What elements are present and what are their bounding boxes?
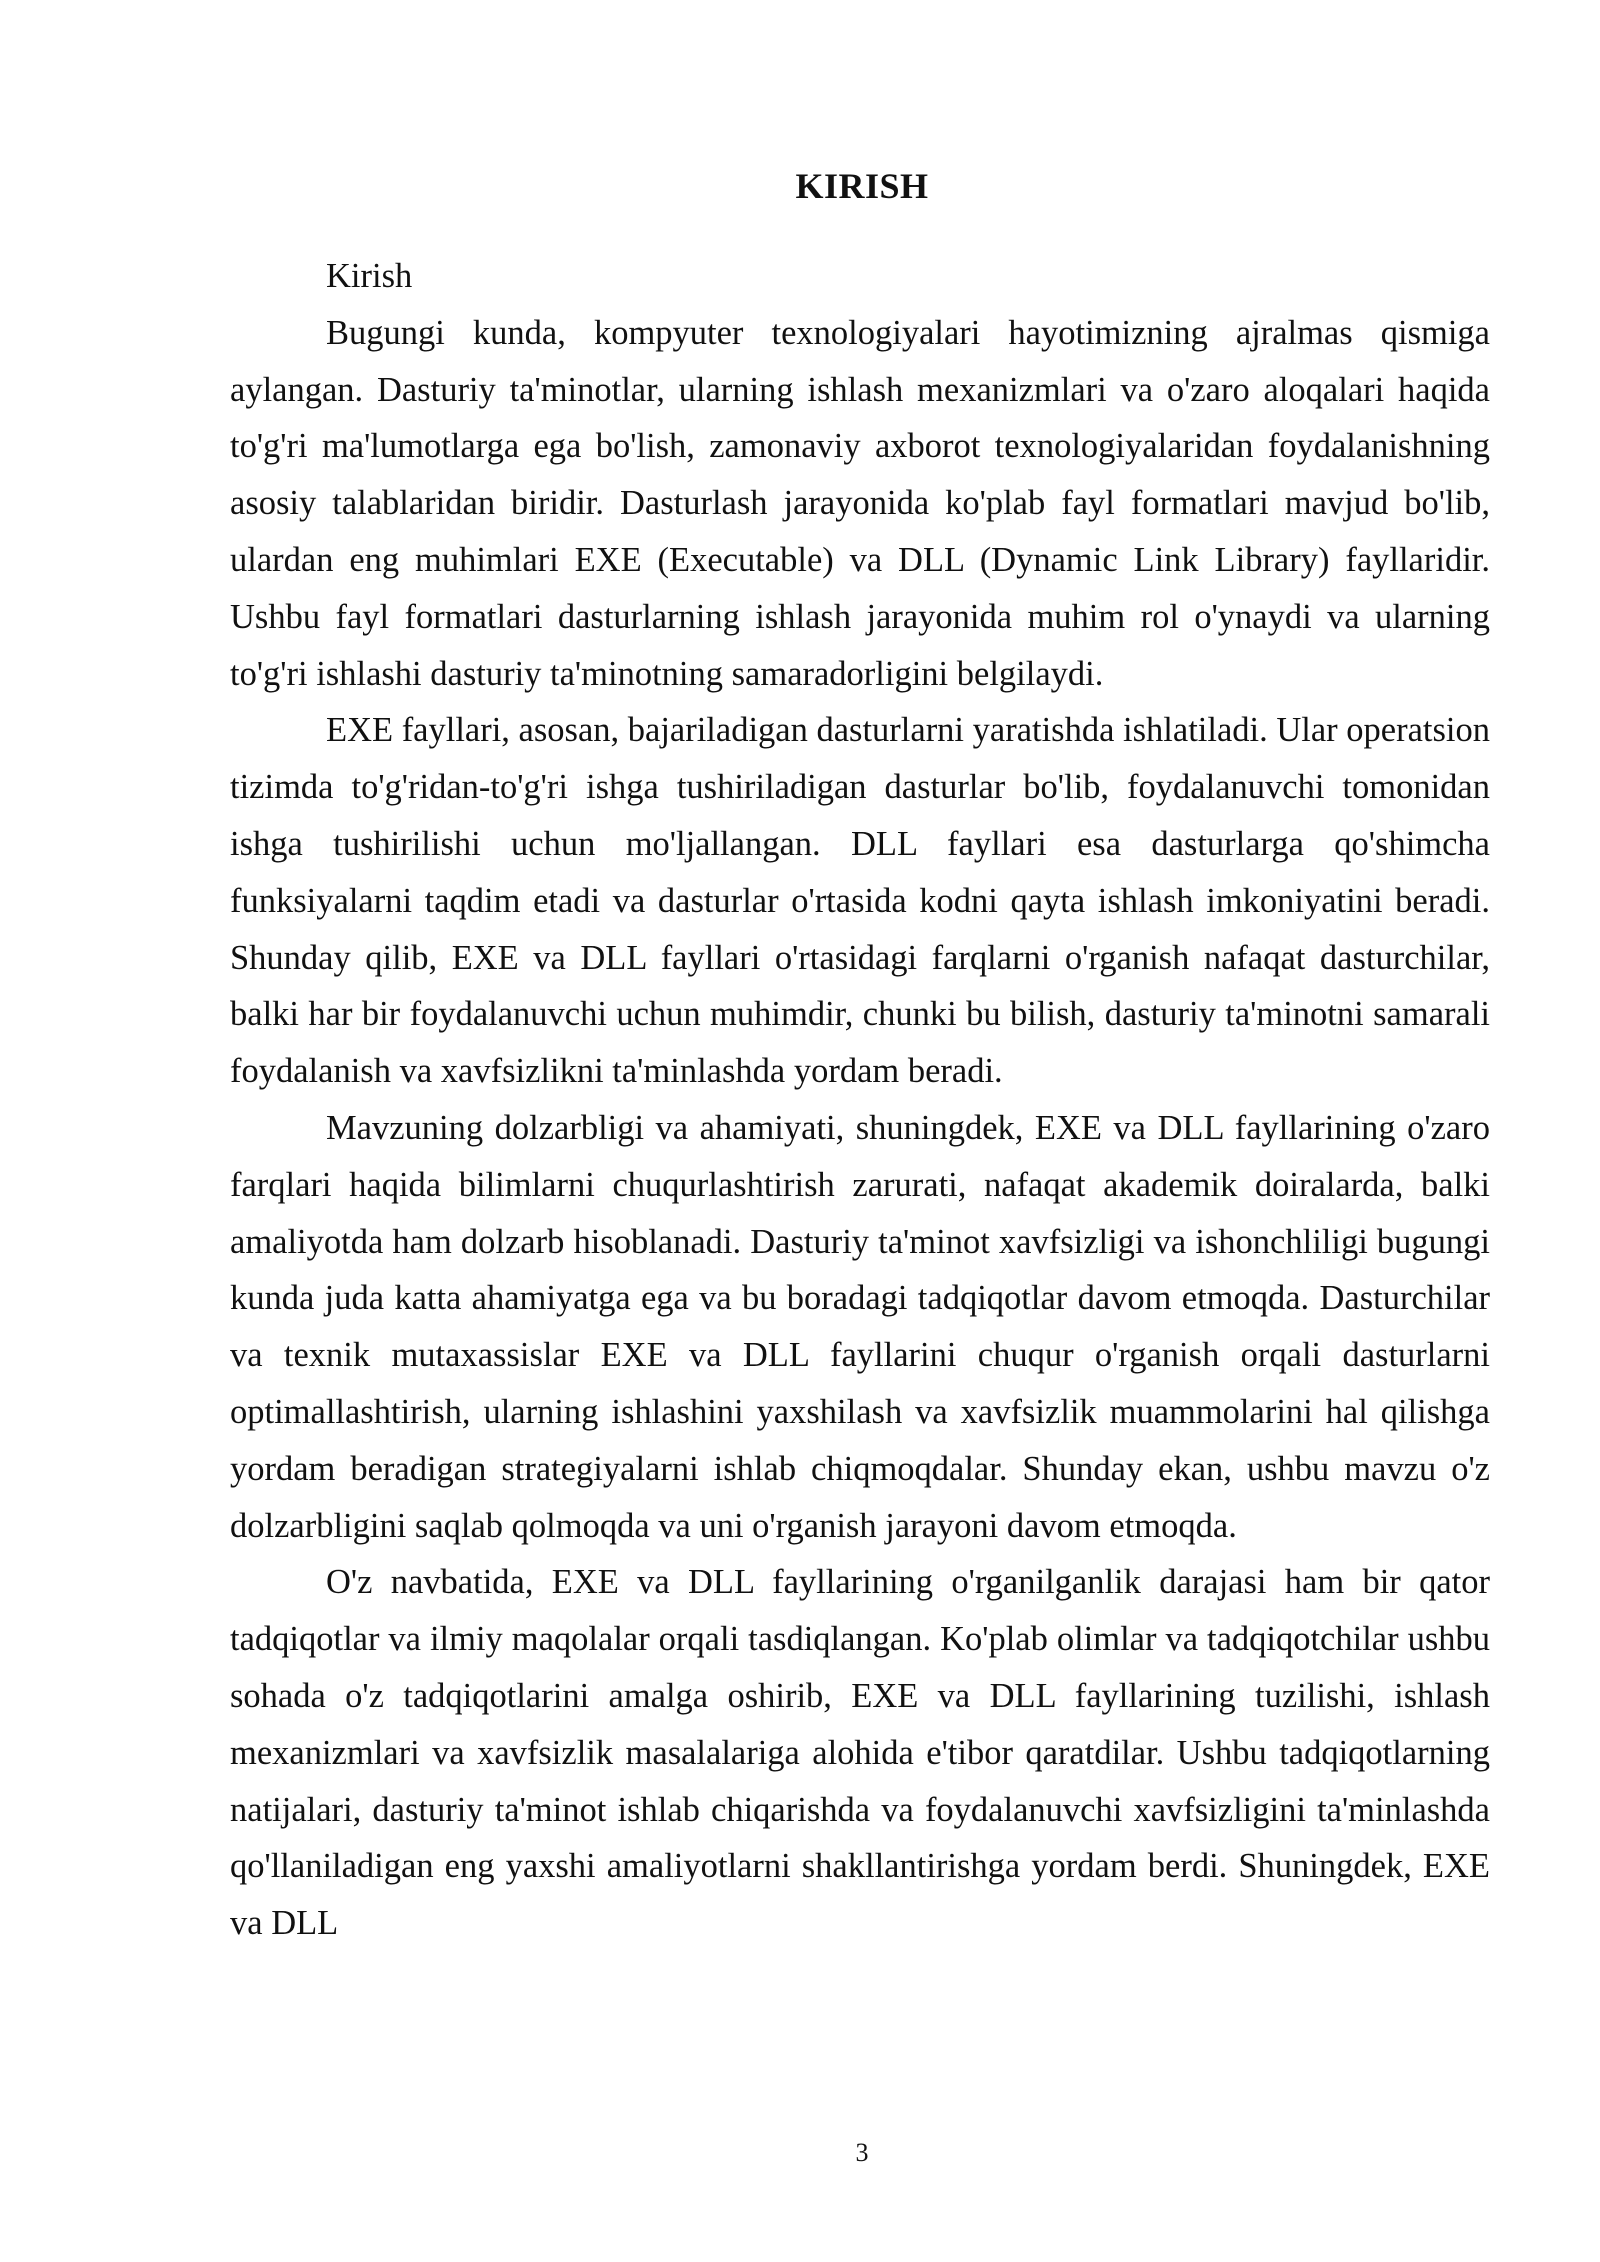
page-number: 3 <box>855 2138 869 2167</box>
paragraph: Mavzuning dolzarbligi va ahamiyati, shuningdek, EXE va DLL fayllarining o'zaro farqlari haqida bilimlarni chuqurlashtirish zarurati, nafaqat akademik doiralarda, balki amaliyotda ham dolzarb hisoblanadi. Dasturiy ta'minot xavfsizligi va ishonchliligi bugungi kunda juda katta ahamiyatga ega va bu boradagi tadqiqotlar davom etmoqda. Dasturchilar va texnik mutaxassislar EXE va DLL fayllarini chuqur o'rganish orqali dasturlarni optimallashtirish, ularning ishlashini yaxshilash va xavfsizlik muammolarini hal qilishga yordam beradigan strategiyalarni ishlab chiqmoqdalar. Shunday ekan, ushbu mavzu o'z dolzarbligini saqlab qolmoqda va uni o'rganish jarayoni davom etmoqda. <box>230 1108 1490 1545</box>
paragraph: Bugungi kunda, kompyuter texnologiyalari hayotimizning ajralmas qismiga aylangan. Dasturiy ta'minotlar, ularning ishlash mexanizmlari va o'zaro aloqalari haqida to'g'ri ma'lumotlarga ega bo'lish, zamonaviy axborot texnologiyalaridan foydalanishning asosiy talablaridan biridir. Dasturlash jarayonida ko'plab fayl formatlari mavjud bo'lib, ulardan eng muhimlari EXE (Executable) va DLL (Dynamic Link Library) fayllaridir. Ushbu fayl formatlari dasturlarning ishlash jarayonida muhim rol o'ynaydi va ularning to'g'ri ishlashi dasturiy ta'minotning samaradorligini belgilaydi. <box>230 313 1490 693</box>
paragraph: O'z navbatida, EXE va DLL fayllarining o'rganilganlik darajasi ham bir qator tadqiqotlar va ilmiy maqolalar orqali tasdiqlangan. Ko'plab olimlar va tadqiqotchilar ushbu sohada o'z tadqiqotlarini amalga oshirib, EXE va DLL fayllarining tuzilishi, ishlash mexanizmlari va xavfsizlik masalalariga alohida e'tibor qaratdilar. Ushbu tadqiqotlarning natijalari, dasturiy ta'minot ishlab chiqarishda va foydalanuvchi xavfsizligini ta'minlashda qo'llaniladigan eng yaxshi amaliyotlarni shakllantirishga yordam berdi. Shuningdek, EXE va DLL <box>230 1563 1490 1943</box>
section-subheading: Kirish <box>326 257 413 295</box>
paragraph: EXE fayllari, asosan, bajariladigan dasturlarni yaratishda ishlatiladi. Ular operatsion tizimda to'g'ridan-to'g'ri ishga tushiriladigan dasturlar bo'lib, foydalanuvchi tomonidan ishga tushirilishi uchun mo'ljallangan. DLL fayllari esa dasturlarga qo'shimcha funksiyalarni taqdim etadi va dasturlar o'rtasida kodni qayta ishlash imkoniyatini beradi. Shunday qilib, EXE va DLL fayllari o'rtasidagi farqlarni o'rganish nafaqat dasturchilar, balki har bir foydalanuvchi uchun muhimdir, chunki bu bilish, dasturiy ta'minotni samarali foydalanish va xavfsizlikni ta'minlashda yordam beradi. <box>230 711 1490 1091</box>
page-title: KIRISH <box>795 166 929 206</box>
body-text <box>230 248 1490 1952</box>
